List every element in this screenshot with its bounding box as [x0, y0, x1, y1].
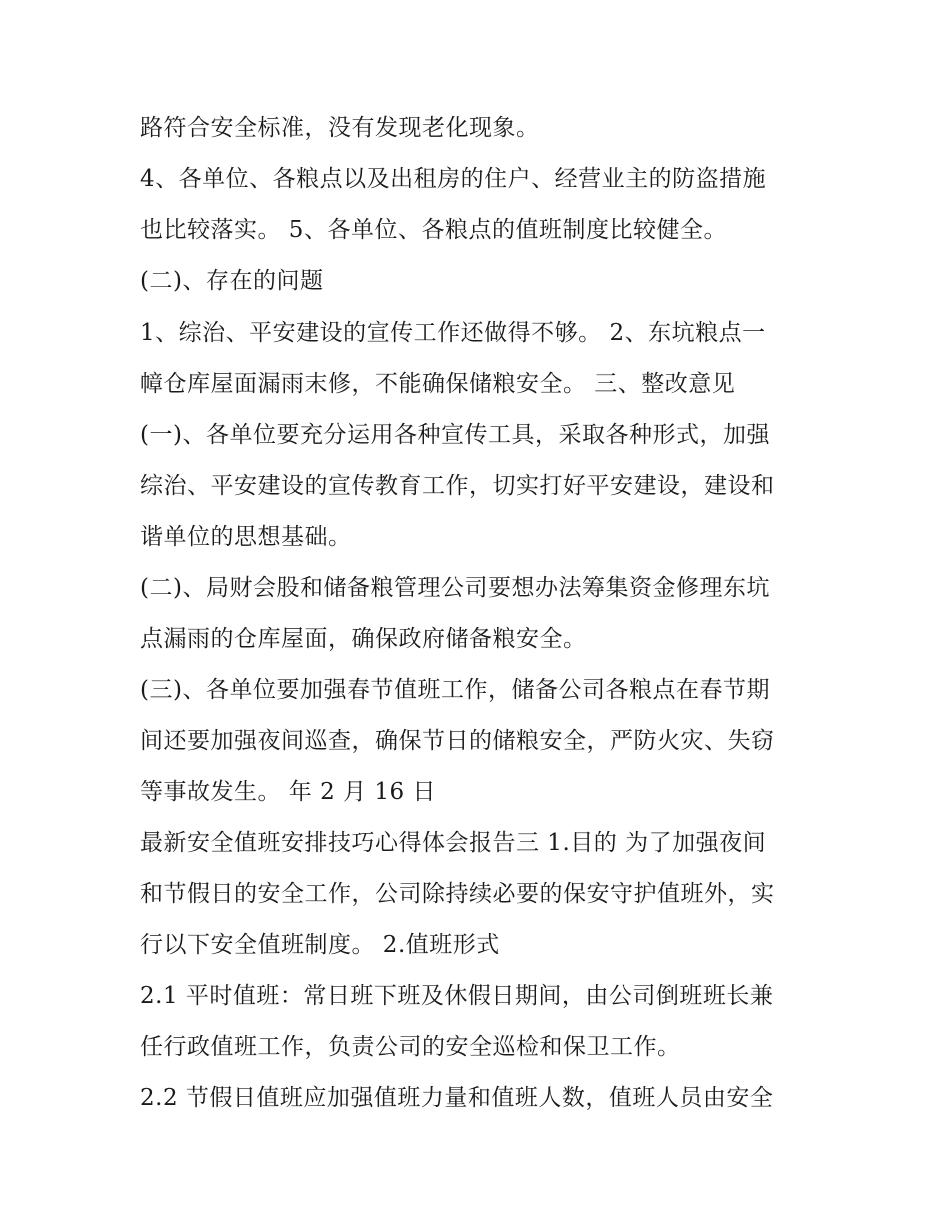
text-line: 谐单位的思想基础。 [140, 524, 352, 550]
text-line: 最新安全值班安排技巧心得体会报告三 1.目的 为了加强夜间 [140, 830, 767, 856]
text-line: (二)、局财会股和储备粮管理公司要想办法筹集资金修理东坑 [140, 575, 770, 601]
text-line: 和节假日的安全工作，公司除持续必要的保安守护值班外，实 [140, 881, 775, 907]
text-line: 也比较落实。 5、各单位、各粮点的值班制度比较健全。 [140, 217, 727, 243]
text-line: (三)、各单位要加强春节值班工作，储备公司各粮点在春节期 [140, 677, 770, 703]
text-line: 2.2 节假日值班应加强值班力量和值班人数，值班人员由安全 [140, 1085, 774, 1111]
text-line: 行以下安全值班制度。 2.值班形式 [140, 932, 500, 958]
text-line: 任行政值班工作，负责公司的安全巡检和保卫工作。 [140, 1034, 681, 1060]
text-line: 综治、平安建设的宣传教育工作，切实打好平安建设，建设和 [140, 473, 775, 499]
text-line: (一)、各单位要充分运用各种宣传工具，采取各种形式，加强 [140, 422, 770, 448]
section-heading: (二)、存在的问题 [140, 268, 324, 294]
text-line: 路符合安全标准，没有发现老化现象。 [140, 115, 540, 141]
text-line: 幛仓库屋面漏雨末修，不能确保储粮安全。 三、整改意见 [140, 371, 736, 397]
text-line: 等事故发生。 年 2 月 16 日 [140, 779, 436, 805]
text-line: 间还要加强夜间巡查，确保节日的储粮安全，严防火灾、失窃 [140, 728, 775, 754]
text-line: 点漏雨的仓库屋面，确保政府储备粮安全。 [140, 626, 587, 652]
text-line: 4、各单位、各粮点以及出租房的住户、经营业主的防盗措施 [140, 166, 767, 192]
text-line: 2.1 平时值班：常日班下班及休假日期间，由公司倒班班长兼 [140, 983, 774, 1009]
text-line: 1、综治、平安建设的宣传工作还做得不够。 2、东坑粮点一 [140, 320, 766, 346]
